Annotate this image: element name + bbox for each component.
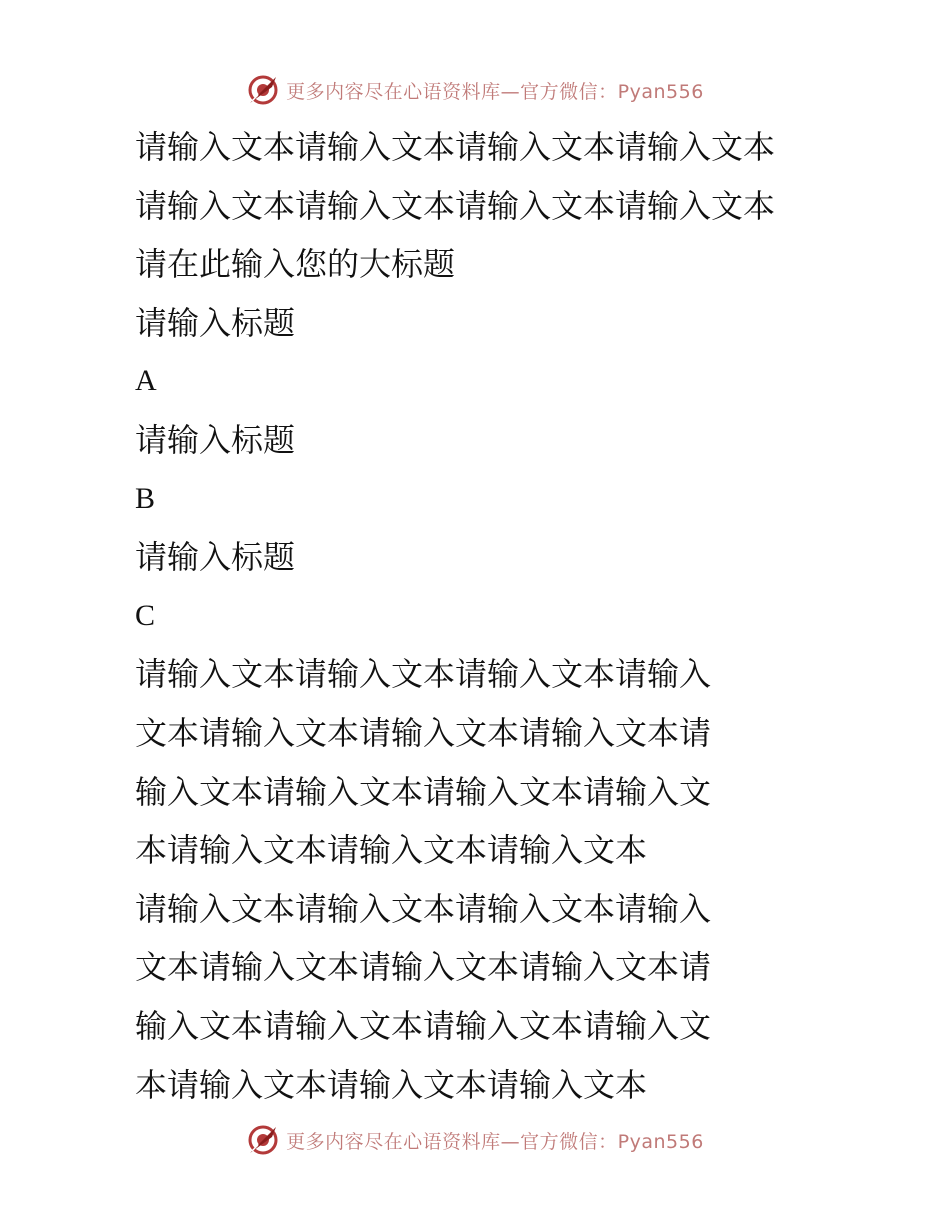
quill-pen-logo-icon [246,73,280,107]
section-title-c: 请输入标题 [135,538,296,577]
paragraph-2-line: 本请输入文本请输入文本请输入文本 [135,1065,648,1104]
paragraph-1-line: 文本请输入文本请输入文本请输入文本请 [135,713,712,752]
paragraph-2-line: 输入文本请输入文本请输入文本请输入文 [135,1006,712,1045]
header-banner-text: 更多内容尽在心语资料库—官方微信：Pyan556 [286,80,704,103]
section-letter-c: C [135,598,156,632]
paragraph-1-line: 请输入文本请输入文本请输入文本请输入 [135,655,712,694]
footer-banner-text: 更多内容尽在心语资料库—官方微信：Pyan556 [286,1130,704,1153]
paragraph-2-line: 请输入文本请输入文本请输入文本请输入 [135,889,712,928]
section-letter-b: B [135,481,156,515]
document-body [135,118,825,1114]
section-title-a: 请输入标题 [135,303,296,342]
section-letter-a: A [135,364,157,398]
paragraph-1-line: 本请输入文本请输入文本请输入文本 [135,831,648,870]
main-title: 请在此输入您的大标题 [135,245,456,284]
paragraph-2-line: 文本请输入文本请输入文本请输入文本请 [135,948,712,987]
intro-line: 请输入文本请输入文本请输入文本请输入文本 [135,186,776,225]
section-title-b: 请输入标题 [135,420,296,459]
paragraph-1-line: 输入文本请输入文本请输入文本请输入文 [135,772,712,811]
footer-banner [0,1120,950,1160]
header-banner [0,70,950,110]
quill-pen-logo-icon [246,1123,280,1157]
intro-line: 请输入文本请输入文本请输入文本请输入文本 [135,128,776,166]
